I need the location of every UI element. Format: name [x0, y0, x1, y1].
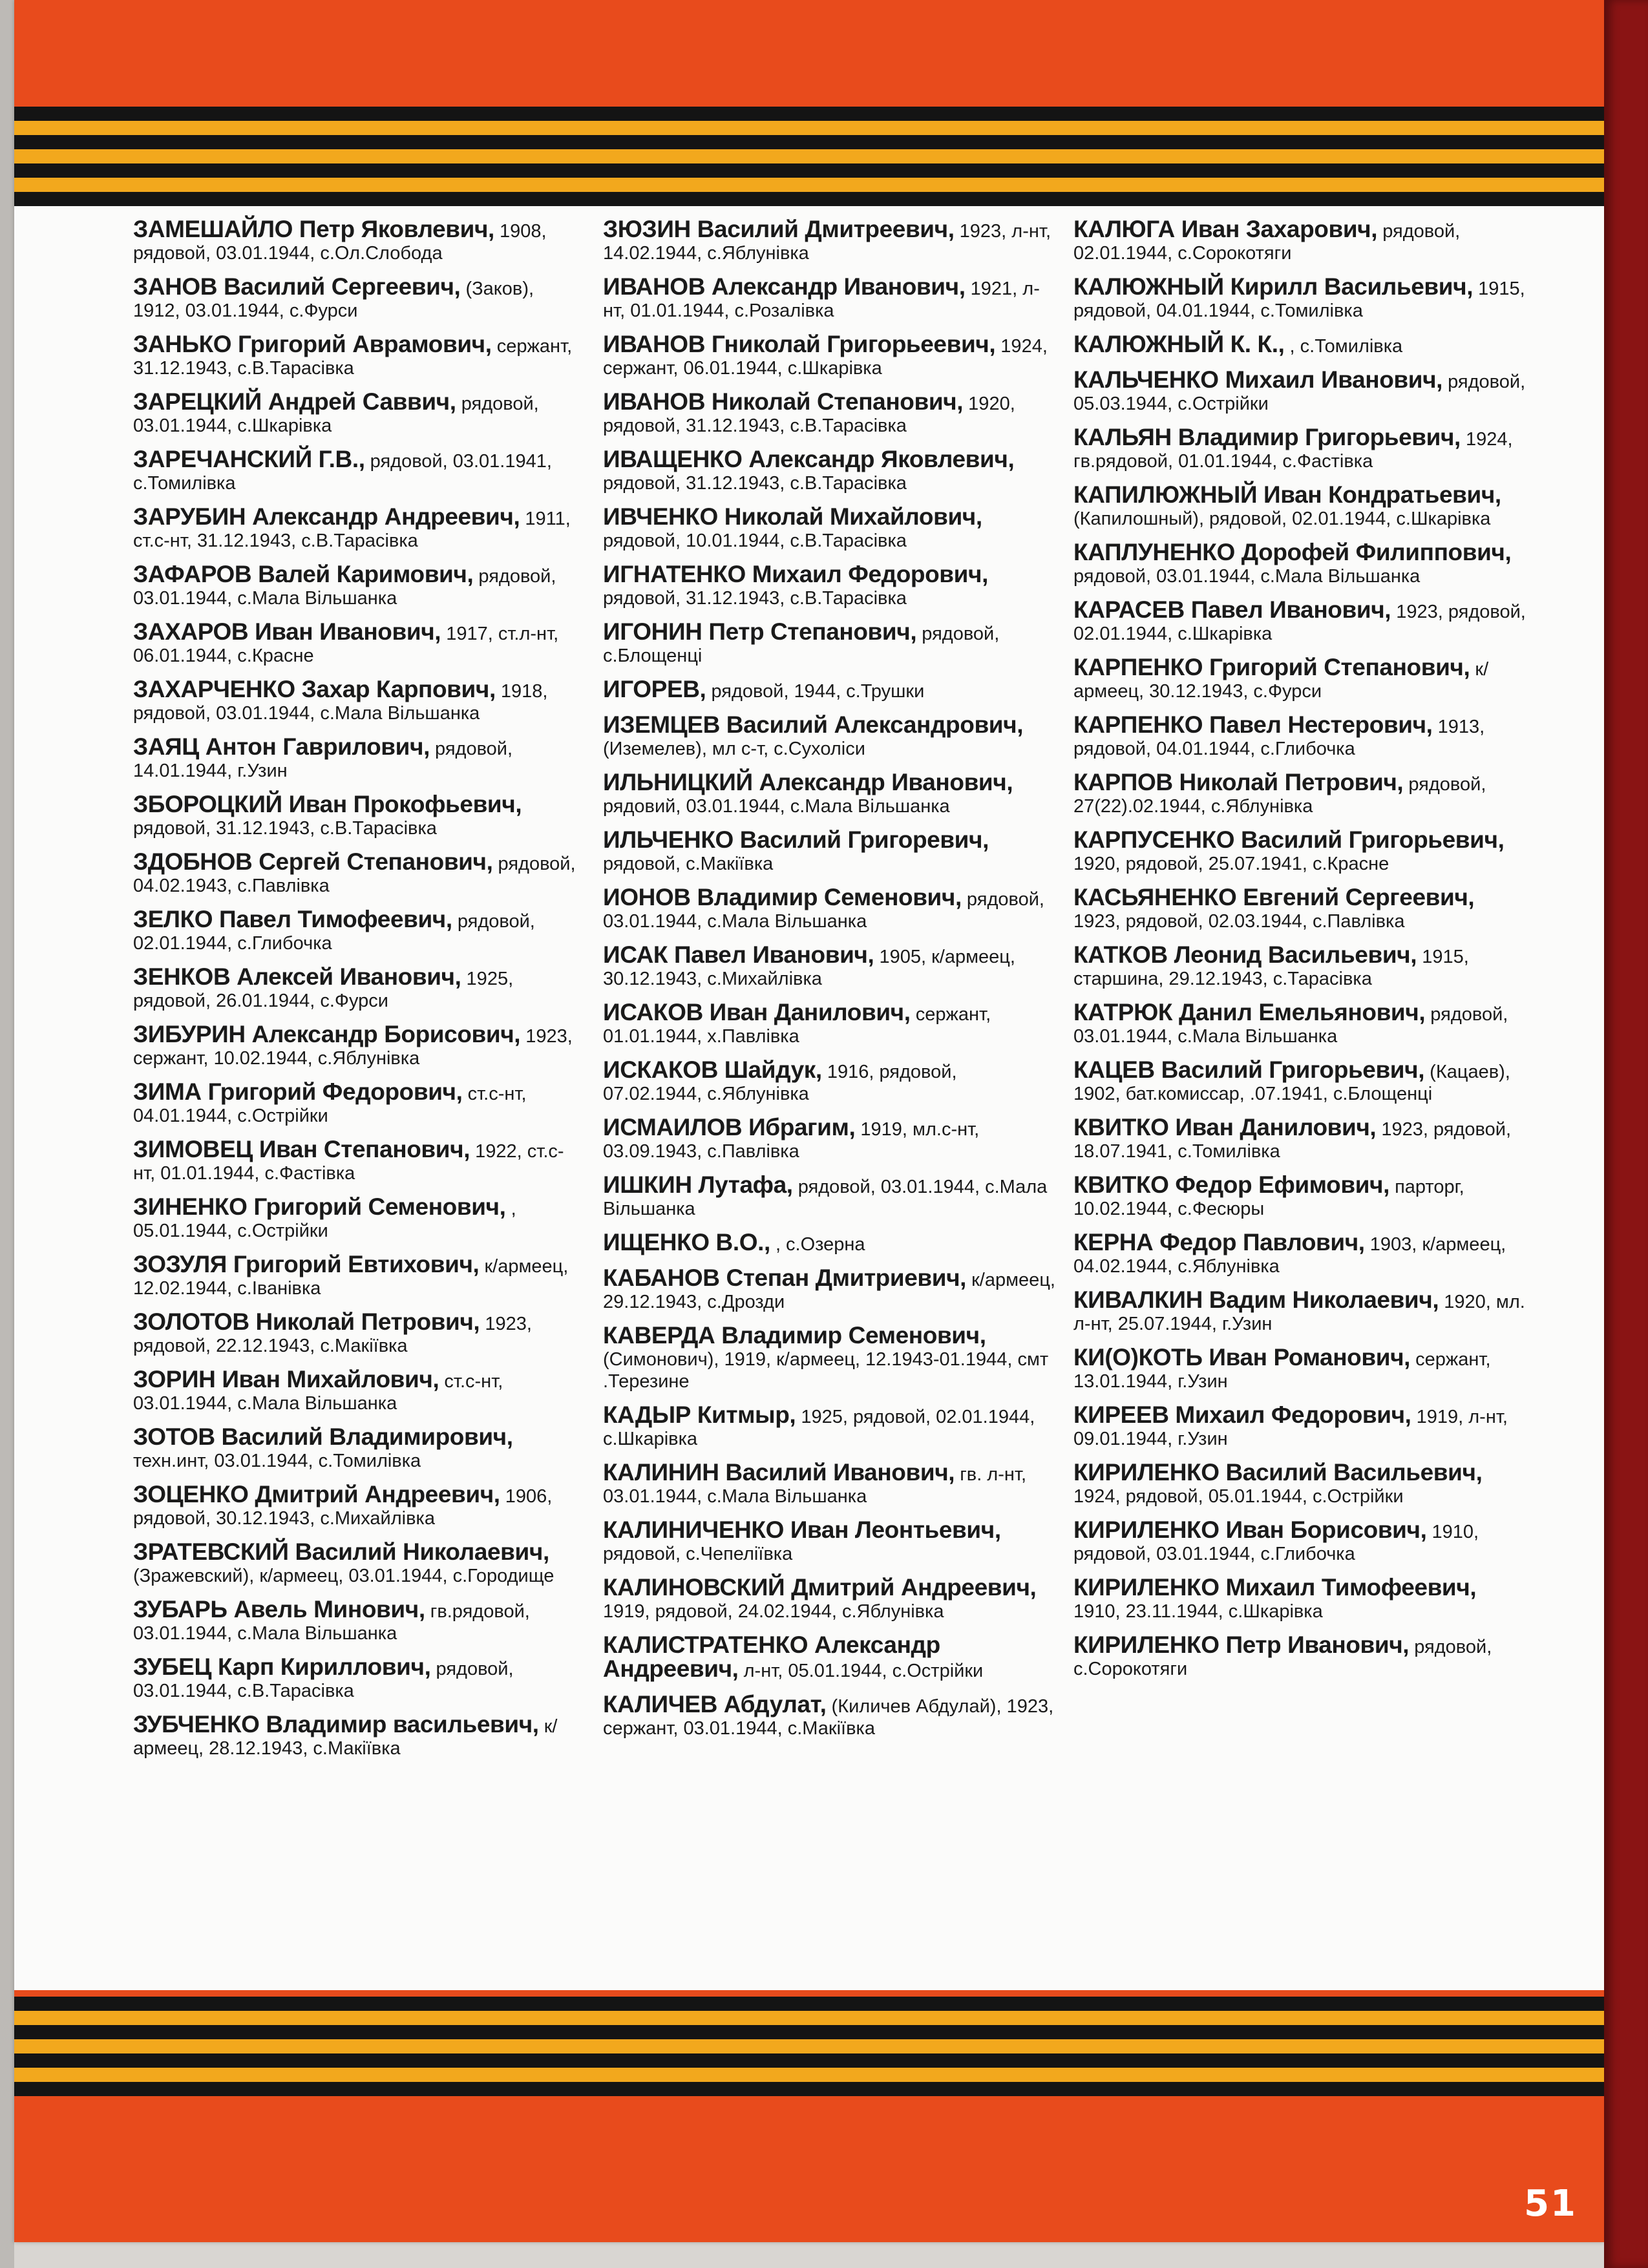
person-details: рядовой, 1944, с.Трушки	[706, 681, 925, 702]
list-entry	[603, 941, 1055, 990]
person-details: , 05.01.1944, с.Острійки	[133, 1199, 516, 1241]
person-name: ИСАК Павел Иванович,	[603, 941, 874, 968]
list-entry	[603, 884, 1055, 932]
list-entry	[1073, 999, 1526, 1047]
person-name: КАЛЬЯН Владимир Григорьевич,	[1073, 424, 1461, 450]
list-entry	[1073, 426, 1526, 472]
list-entry	[603, 503, 1055, 552]
list-entry	[133, 1136, 586, 1184]
person-name: КАТРЮК Данил Емельянович,	[1073, 999, 1426, 1025]
person-details: рядовой, 04.02.1943, с.Павлівка	[133, 854, 576, 896]
person-name: КИРИЛЕНКО Петр Иванович,	[1073, 1632, 1410, 1658]
person-name: КАЛИЧЕВ Абдулат,	[603, 1691, 827, 1717]
list-entry	[603, 618, 1055, 667]
person-name: КАЦЕВ Василий Григорьевич,	[1073, 1056, 1425, 1083]
list-entry	[133, 1021, 586, 1069]
person-details: гв.рядовой, 03.01.1944, с.Мала Вільшанка	[133, 1601, 530, 1644]
person-name: ИСКАКОВ Шайдук,	[603, 1056, 822, 1083]
person-name: ИСАКОВ Иван Данилович,	[603, 999, 911, 1025]
list-entry	[133, 1538, 586, 1587]
person-details: 1908, рядовой, 03.01.1944, с.Ол.Слобода	[133, 221, 547, 264]
list-entry	[603, 1404, 1055, 1450]
person-name: КИРИЛЕНКО Иван Борисович,	[1073, 1517, 1427, 1543]
book-spine-shadow	[0, 0, 14, 2268]
list-entry	[133, 1366, 586, 1414]
person-details: 1922, ст.с-нт, 01.01.1944, с.Фастівка	[133, 1141, 564, 1184]
list-entry	[603, 999, 1055, 1047]
person-details: рядовой, с.Сорокотяги	[1073, 1637, 1492, 1679]
list-entry	[1073, 1229, 1526, 1277]
person-details: ст.с-нт, 04.01.1944, с.Острійки	[133, 1084, 527, 1126]
person-details: (Иземелев), мл с-т, с.Сухоліси	[603, 739, 865, 759]
person-details: рядовой, 02.01.1944, с.Сорокотяги	[1073, 221, 1461, 264]
list-entry	[603, 826, 1055, 875]
person-details: к/армеец, 28.12.1943, с.Макіївка	[133, 1716, 558, 1759]
column-1	[133, 218, 586, 1771]
person-details: рядовой, 31.12.1943, с.В.Тарасівка	[603, 473, 907, 494]
person-details: 1919, рядовой, 24.02.1944, с.Яблунівка	[603, 1601, 944, 1622]
list-entry	[133, 793, 586, 839]
list-entry	[603, 1459, 1055, 1507]
bottom-st-george-ribbon	[14, 1997, 1604, 2096]
person-name: КАБАНОВ Степан Дмитриевич,	[603, 1265, 967, 1291]
list-entry	[1073, 656, 1526, 702]
list-entry	[1073, 1114, 1526, 1162]
person-name: ЗАМЕШАЙЛО Петр Яковлевич,	[133, 216, 494, 242]
person-details: к/армеец, 30.12.1943, с.Фурси	[1073, 659, 1489, 702]
person-details: рядовой, с.Блощенці	[603, 624, 1000, 666]
person-name: ИВАЩЕНКО Александр Яковлевич,	[603, 446, 1015, 472]
person-name: КАСЬЯНЕНКО Евгений Сергеевич,	[1073, 884, 1475, 910]
list-entry	[133, 1078, 586, 1127]
list-entry	[603, 333, 1055, 379]
list-entry	[133, 563, 586, 609]
person-details: 1923, рядовой, 02.01.1944, с.Шкарівка	[1073, 602, 1526, 644]
person-name: КАЛИСТРАТЕНКО Александр Андреевич,	[603, 1632, 940, 1682]
list-entry	[1073, 1404, 1526, 1450]
list-entry	[133, 503, 586, 552]
list-entry	[603, 563, 1055, 609]
person-details: 1920, рядовой, 31.12.1943, с.В.Тарасівка	[603, 394, 1015, 436]
person-name: КАПИЛЮЖНЫЙ Иван Кондратьевич,	[1073, 481, 1501, 508]
book-cover-edge	[1604, 0, 1648, 2268]
person-details: 1906, рядовой, 30.12.1943, с.Михайлівка	[133, 1486, 553, 1529]
person-name: ЗАРУБИН Александр Андреевич,	[133, 503, 520, 530]
list-entry	[133, 333, 586, 379]
person-details: (Кацаев), 1902, бат.комиссар, .07.1941, с.Блощенці	[1073, 1062, 1510, 1104]
list-entry	[1073, 1519, 1526, 1565]
list-entry	[1073, 1286, 1526, 1335]
person-name: ИВАНОВ Александр Иванович,	[603, 273, 966, 300]
person-details: 1923, рядовой, 18.07.1941, с.Томилівка	[1073, 1119, 1512, 1162]
list-entry	[603, 1519, 1055, 1565]
person-details: 1925, рядовой, 02.01.1944, с.Шкарівка	[603, 1407, 1035, 1449]
person-name: ИВАНОВ Гниколай Григорьеевич,	[603, 331, 996, 357]
person-details: 1920, рядовой, 25.07.1941, с.Красне	[1073, 854, 1389, 874]
person-name: ЗОЛОТОВ Николай Петрович,	[133, 1308, 480, 1335]
person-details: рядовой, 03.01.1944, с.Шкарівка	[133, 394, 539, 436]
person-name: КИРИЛЕНКО Михаил Тимофеевич,	[1073, 1574, 1477, 1601]
person-details: 1919, мл.с-нт, 03.09.1943, с.Павлівка	[603, 1119, 980, 1162]
person-details: 1917, ст.л-нт, 06.01.1944, с.Красне	[133, 624, 559, 666]
person-name: ИСМАИЛОВ Ибрагим,	[603, 1114, 856, 1140]
person-name: ЗДОБНОВ Сергей Степанович,	[133, 848, 493, 875]
person-details: рядовой, 03.01.1944, с.В.Тарасівка	[133, 1659, 514, 1701]
list-entry	[603, 1322, 1055, 1392]
person-name: ЗАРЕЦКИЙ Андрей Саввич,	[133, 388, 456, 415]
person-details: рядовой, 03.01.1944, с.Мала Вільшанка	[603, 889, 1044, 932]
person-name: ИЛЬЧЕНКО Василий Григоревич,	[603, 826, 989, 853]
person-details: 1919, л-нт, 09.01.1944, г.Узин	[1073, 1407, 1508, 1449]
person-details: 1920, мл. л-нт, 25.07.1944, г.Узин	[1073, 1292, 1525, 1334]
list-entry	[1073, 1574, 1526, 1622]
list-entry	[603, 218, 1055, 264]
person-details: 1921, л-нт, 01.01.1944, с.Розалівка	[603, 278, 1040, 321]
person-name: ЗИМОВЕЦ Иван Степанович,	[133, 1136, 470, 1162]
list-entry	[1073, 273, 1526, 322]
person-details: рядовой, 02.01.1944, с.Глибочка	[133, 911, 535, 954]
person-details: 1903, к/армеец, 04.02.1944, с.Яблунівка	[1073, 1234, 1506, 1277]
person-name: ЗБОРОЦКИЙ Иван Прокофьевич,	[133, 791, 522, 817]
person-name: ЗЕНКОВ Алексей Иванович,	[133, 963, 461, 990]
person-name: КАРПЕНКО Павел Нестерович,	[1073, 711, 1433, 738]
person-name: КИВАЛКИН Вадим Николаевич,	[1073, 1286, 1439, 1313]
list-entry	[1073, 218, 1526, 264]
person-details: рядовой, 10.01.1944, с.В.Тарасівка	[603, 530, 907, 551]
memorial-name-list	[133, 218, 1565, 2002]
person-details: рядовой, 31.12.1943, с.В.Тарасівка	[133, 818, 437, 839]
person-name: КАРАСЕВ Павел Иванович,	[1073, 596, 1391, 623]
person-name: ИВАНОВ Николай Степанович,	[603, 388, 964, 415]
page-number: 51	[1524, 2183, 1577, 2225]
person-name: ЗОЦЕНКО Дмитрий Андреевич,	[133, 1481, 500, 1507]
list-entry	[603, 448, 1055, 494]
person-name: ЗЕЛКО Павел Тимофеевич,	[133, 906, 452, 932]
person-name: КАЛИНИН Василий Иванович,	[603, 1459, 955, 1486]
list-entry	[1073, 333, 1526, 357]
person-details: (Капилошный), рядовой, 02.01.1944, с.Шкарівка	[1073, 509, 1491, 529]
person-name: ЗАХАРОВ Иван Иванович,	[133, 618, 441, 645]
person-details: 1923, рядовой, 22.12.1943, с.Макіївка	[133, 1314, 532, 1356]
person-details: рядовой, 14.01.1944, г.Узин	[133, 739, 513, 781]
person-name: ИОНОВ Владимир Семенович,	[603, 884, 962, 910]
list-entry	[1073, 366, 1526, 415]
person-details: к/армеец, 12.02.1944, с.Іванівка	[133, 1256, 569, 1299]
list-entry	[133, 618, 586, 667]
person-name: КАПЛУНЕНКО Дорофей Филиппович,	[1073, 539, 1512, 565]
person-name: ЗУБЧЕНКО Владимир васильевич,	[133, 1711, 539, 1738]
person-details: 1923, рядовой, 02.03.1944, с.Павлівка	[1073, 911, 1405, 932]
person-name: КАЛИНОВСКИЙ Дмитрий Андреевич,	[603, 1574, 1037, 1601]
person-name: ЗУБАРЬ Авель Минович,	[133, 1596, 425, 1622]
person-name: КВИТКО Иван Данилович,	[1073, 1114, 1377, 1140]
list-entry	[133, 388, 586, 437]
person-name: ИШКИН Лутафа,	[603, 1171, 793, 1198]
person-name: КАЛЮГА Иван Захарович,	[1073, 216, 1378, 242]
list-entry	[603, 1056, 1055, 1105]
list-entry	[603, 711, 1055, 760]
person-details: 1918, рядовой, 03.01.1944, с.Мала Вільшанка	[133, 681, 548, 724]
person-name: ЗИНЕНКО Григорий Семенович,	[133, 1193, 506, 1220]
person-name: ИВЧЕНКО Николай Михайлович,	[603, 503, 982, 530]
list-entry	[133, 963, 586, 1012]
person-name: ИЗЕМЦЕВ Василий Александрович,	[603, 711, 1024, 738]
list-entry	[133, 1308, 586, 1357]
person-name: ЗОЗУЛЯ Григорий Евтихович,	[133, 1251, 480, 1277]
list-entry	[1073, 711, 1526, 760]
person-details: рядовой, с.Макіївка	[603, 854, 774, 874]
person-details: ст.с-нт, 03.01.1944, с.Мала Вільшанка	[133, 1371, 503, 1414]
list-entry	[603, 1267, 1055, 1313]
person-details: гв. л-нт, 03.01.1944, с.Мала Вільшанка	[603, 1464, 1027, 1507]
person-name: ИГНАТЕНКО Михаил Федорович,	[603, 561, 988, 587]
person-details: рядовой, 31.12.1943, с.В.Тарасівка	[603, 588, 907, 609]
list-entry	[1073, 1344, 1526, 1392]
list-entry	[603, 1114, 1055, 1162]
person-name: КАРПУСЕНКО Василий Григорьевич,	[1073, 826, 1505, 853]
person-name: КАТКОВ Леонид Васильевич,	[1073, 941, 1417, 968]
person-details: (Зражевский), к/армеец, 03.01.1944, с.Городище	[133, 1566, 555, 1586]
list-entry	[133, 1596, 586, 1644]
list-entry	[1073, 596, 1526, 645]
person-name: ИГОРЕВ,	[603, 676, 706, 702]
list-entry	[1073, 826, 1526, 875]
person-details: сержант, 01.01.1944, х.Павлівка	[603, 1004, 991, 1047]
person-details: 1915, старшина, 29.12.1943, с.Тарасівка	[1073, 947, 1469, 989]
person-details: (Заков), 1912, 03.01.1944, с.Фурси	[133, 278, 534, 321]
person-details: рядовой, 03.01.1944, с.Мала Вільшанка	[133, 566, 556, 609]
list-entry	[603, 388, 1055, 437]
list-entry	[1073, 941, 1526, 990]
person-name: КАЛЮЖНЫЙ Кирилл Васильевич,	[1073, 273, 1474, 300]
list-entry	[603, 769, 1055, 817]
person-name: ЗАНОВ Василий Сергеевич,	[133, 273, 461, 300]
person-details: (Симонович), 1919, к/армеец, 12.1943-01.1944, смт .Терезине	[603, 1349, 1049, 1392]
list-entry	[1073, 481, 1526, 530]
list-entry	[133, 678, 586, 724]
list-entry	[133, 273, 586, 322]
person-name: КВИТКО Федор Ефимович,	[1073, 1171, 1390, 1198]
person-details: рядовой, 03.01.1944, с.Мала Вільшанка	[603, 1177, 1048, 1219]
list-entry	[133, 1711, 586, 1759]
person-details: рядовой, 05.03.1944, с.Острійки	[1073, 372, 1526, 414]
person-details: 1923, л-нт, 14.02.1944, с.Яблунівка	[603, 221, 1051, 264]
person-details: 1925, рядовой, 26.01.1944, с.Фурси	[133, 969, 514, 1011]
list-entry	[603, 273, 1055, 322]
person-details: рядовой, 03.01.1941, с.Томилівка	[133, 451, 552, 494]
person-name: ЗАФАРОВ Валей Каримович,	[133, 561, 474, 587]
list-entry	[133, 848, 586, 897]
person-details: рядовой, 03.01.1944, с.Мала Вільшанка	[1073, 1004, 1508, 1047]
person-name: ЗАЯЦ Антон Гаврилович,	[133, 733, 430, 760]
person-name: ЗОРИН Иван Михайлович,	[133, 1366, 439, 1392]
person-name: ЗАНЬКО Григорий Аврамович,	[133, 331, 492, 357]
top-st-george-ribbon	[14, 107, 1604, 206]
person-details: парторг, 10.02.1944, с.Фесюры	[1073, 1177, 1464, 1219]
list-entry	[603, 1574, 1055, 1622]
list-entry	[1073, 541, 1526, 587]
person-name: ЗАХАРЧЕНКО Захар Карпович,	[133, 676, 496, 702]
person-name: КАЛЮЖНЫЙ К. К.,	[1073, 331, 1285, 357]
person-details: сержант, 31.12.1943, с.В.Тарасівка	[133, 336, 573, 379]
list-entry	[1073, 1459, 1526, 1507]
list-entry	[133, 1423, 586, 1472]
person-details: 1923, сержант, 10.02.1944, с.Яблунівка	[133, 1026, 573, 1069]
person-name: ИЩЕНКО В.О.,	[603, 1229, 770, 1255]
person-details: 1915, рядовой, 04.01.1944, с.Томилівка	[1073, 278, 1525, 321]
list-entry	[133, 448, 586, 494]
list-entry	[1073, 1171, 1526, 1220]
list-entry	[1073, 1056, 1526, 1105]
list-entry	[603, 1691, 1055, 1739]
person-name: КАЛИНИЧЕНКО Иван Леонтьевич,	[603, 1517, 1001, 1543]
column-3	[1073, 218, 1526, 1692]
person-details: рядовой, с.Чепеліївка	[603, 1544, 793, 1564]
person-name: КАРПОВ Николай Петрович,	[1073, 769, 1404, 795]
list-entry	[603, 1229, 1055, 1255]
person-details: 1911, ст.с-нт, 31.12.1943, с.В.Тарасівка	[133, 509, 571, 551]
person-name: ЗАРЕЧАНСКИЙ Г.В.,	[133, 446, 365, 472]
column-2	[603, 218, 1055, 1751]
list-entry	[133, 218, 586, 264]
person-name: КИРИЛЕНКО Василий Васильевич,	[1073, 1459, 1483, 1486]
list-entry	[603, 678, 1055, 702]
person-name: ЗУБЕЦ Карп Кириллович,	[133, 1654, 431, 1680]
person-name: КИРЕЕВ Михаил Федорович,	[1073, 1402, 1411, 1428]
list-entry	[133, 733, 586, 782]
person-name: ЗРАТЕВСКИЙ Василий Николаевич,	[133, 1538, 549, 1565]
list-entry	[1073, 884, 1526, 932]
person-details: рядовий, 03.01.1944, с.Мала Вільшанка	[603, 796, 950, 817]
person-details: 1910, рядовой, 03.01.1944, с.Глибочка	[1073, 1522, 1479, 1564]
person-details: 1924, сержант, 06.01.1944, с.Шкарівка	[603, 336, 1048, 379]
person-name: КЕРНА Федор Павлович,	[1073, 1229, 1365, 1255]
person-name: КАВЕРДА Владимир Семенович,	[603, 1322, 986, 1349]
person-details: рядовой, 03.01.1944, с.Мала Вільшанка	[1073, 566, 1421, 587]
person-details: , с.Озерна	[770, 1234, 865, 1255]
person-name: КАРПЕНКО Григорий Степанович,	[1073, 654, 1470, 680]
list-entry	[603, 1634, 1055, 1682]
person-details: , с.Томилівка	[1284, 336, 1403, 357]
person-name: КИ(О)КОТЬ Иван Романович,	[1073, 1344, 1411, 1370]
person-name: ЗИБУРИН Александр Борисович,	[133, 1021, 521, 1047]
person-details: к/армеец, 29.12.1943, с.Дрозди	[603, 1270, 1055, 1312]
person-details: 1916, рядовой, 07.02.1944, с.Яблунівка	[603, 1062, 957, 1104]
person-name: ЗИМА Григорий Федорович,	[133, 1078, 463, 1105]
person-details: л-нт, 05.01.1944, с.Острійки	[738, 1661, 984, 1681]
list-entry	[133, 1656, 586, 1702]
person-name: КАЛЬЧЕНКО Михаил Иванович,	[1073, 366, 1443, 393]
person-details: техн.инт, 03.01.1944, с.Томилівка	[133, 1451, 421, 1471]
person-details: 1924, гв.рядовой, 01.01.1944, с.Фастівка	[1073, 429, 1513, 472]
person-details: 1905, к/армеец, 30.12.1943, с.Михайлівка	[603, 947, 1015, 989]
list-entry	[603, 1171, 1055, 1220]
list-entry	[1073, 769, 1526, 817]
person-name: КАДЫР Китмыр,	[603, 1402, 796, 1428]
list-entry	[133, 908, 586, 954]
person-name: ЗЮЗИН Василий Дмитреевич,	[603, 216, 955, 242]
person-details: 1924, рядовой, 05.01.1944, с.Острійки	[1073, 1486, 1404, 1507]
person-details: 1910, 23.11.1944, с.Шкарівка	[1073, 1601, 1323, 1622]
person-name: ЗОТОВ Василий Владимирович,	[133, 1423, 513, 1450]
person-details: рядовой, 27(22).02.1944, с.Яблунівка	[1073, 774, 1486, 817]
person-details: сержант, 13.01.1944, г.Узин	[1073, 1349, 1491, 1392]
list-entry	[133, 1481, 586, 1529]
list-entry	[133, 1251, 586, 1299]
person-name: ИГОНИН Петр Степанович,	[603, 618, 917, 645]
person-name: ИЛЬНИЦКИЙ Александр Иванович,	[603, 769, 1013, 795]
list-entry	[1073, 1634, 1526, 1680]
list-entry	[133, 1193, 586, 1242]
person-details: 1913, рядовой, 04.01.1944, с.Глибочка	[1073, 717, 1485, 759]
person-details: (Киличев Абдулай), 1923, сержант, 03.01.1944, с.Макіївка	[603, 1696, 1054, 1739]
memorial-page	[14, 0, 1604, 2242]
